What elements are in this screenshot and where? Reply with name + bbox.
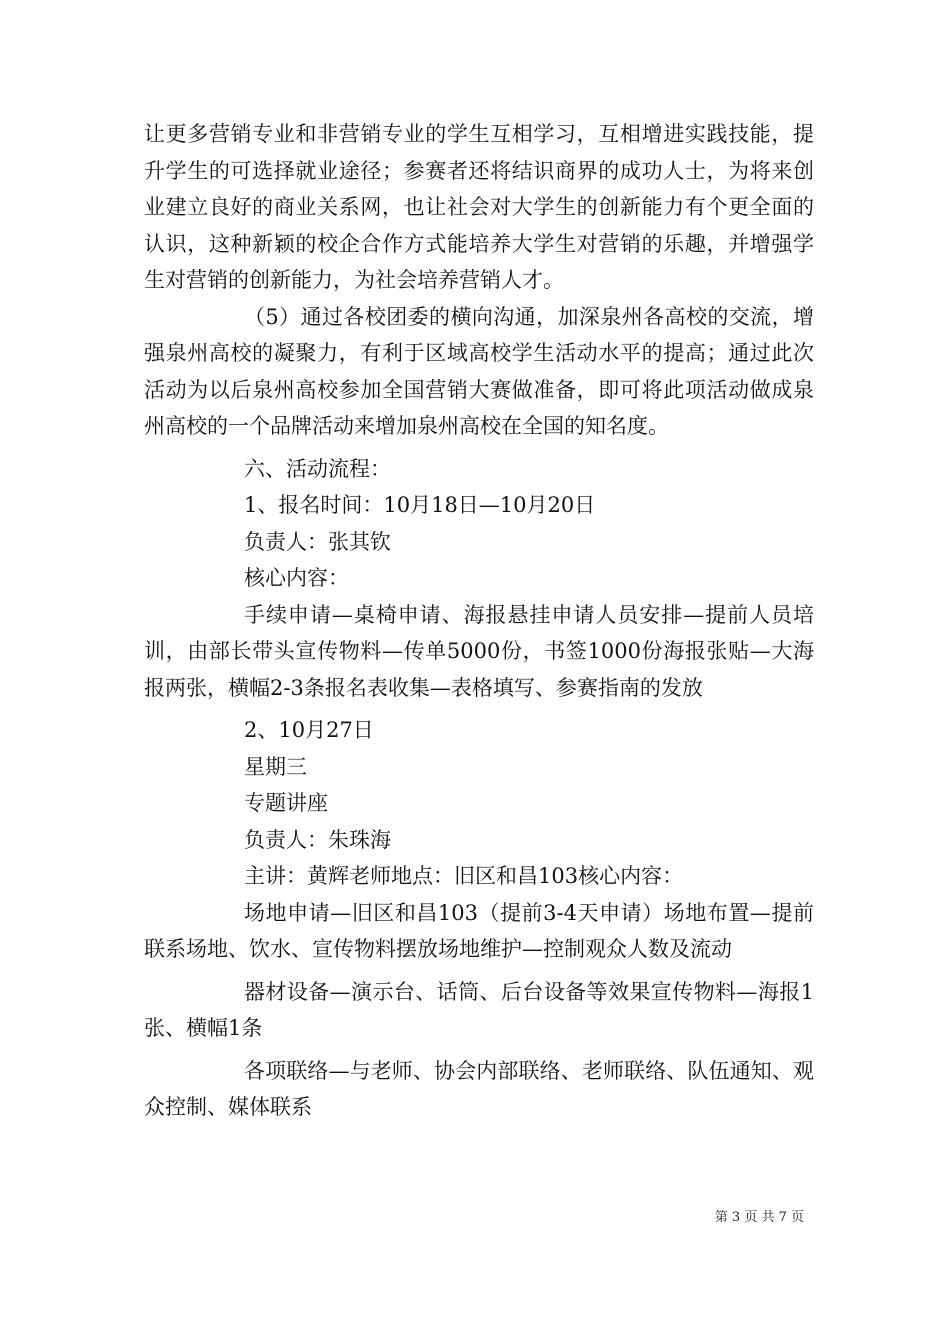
lecture-weekday: 星期三 [244,754,307,779]
equipment-and-materials: 器材设备—演示台、话筒、后台设备等效果宣传物料—海报1张、横幅1条 [144,979,814,1040]
lecturer-and-venue: 主讲：黄辉老师地点：旧区和昌103核心内容： [244,864,684,888]
registration-details: 手续申请—桌椅申请、海报悬挂申请人员安排—提前人员培训，由部长带头宣传物料—传单5000份，书签1000份海报张贴—大海报两张，横幅2-3条报名表收集—表格填写、参赛指南的发放 [144,602,814,700]
section-heading-activity-flow: 六、活动流程： [244,456,391,481]
liaison-tasks: 各项联络—与老师、协会内部联络、老师联络、队伍通知、观众控制、媒体联系 [144,1058,814,1119]
lecture-title: 专题讲座 [244,791,328,815]
paragraph-continuation: 让更多营销专业和非营销专业的学生互相学习，互相增进实践技能，提升学生的可选择就业途径；参赛者还将结识商界的成功人士，为将来创业建立良好的商业关系网，也让社会对大学生的创新能力有个更全面的认识，这种新颖的校企合作方式能培养大学生对营销的乐趣，并增强学生对营销的创新能力，为社会培养营销人才。 [144,122,814,292]
paragraph-item-5: （5）通过各校团委的横向沟通，加深泉州各高校的交流，增强泉州高校的凝聚力，有利于区域高校学生活动水平的提高；通过此次活动为以后泉州高校参加全国营销大赛做准备，即可将此项活动做成泉州高校的一个品牌活动来增加泉州高校在全国的知名度。 [144,304,814,438]
venue-arrangement: 场地申请—旧区和昌103（提前3-4天申请）场地布置—提前联系场地、饮水、宣传物料摆放场地维护—控制观众人数及流动 [144,900,814,961]
person-in-charge-1: 负责人：张其钦 [244,529,391,554]
core-content-label: 核心内容： [244,566,349,590]
lecture-date: 2、10月27日 [244,718,374,742]
page-number: 第 3 页 共 7 页 [714,1210,804,1225]
person-in-charge-2: 负责人：朱珠海 [244,827,391,852]
document-body [144,116,814,1126]
registration-time: 1、报名时间：10月18日—10月20日 [244,493,596,517]
